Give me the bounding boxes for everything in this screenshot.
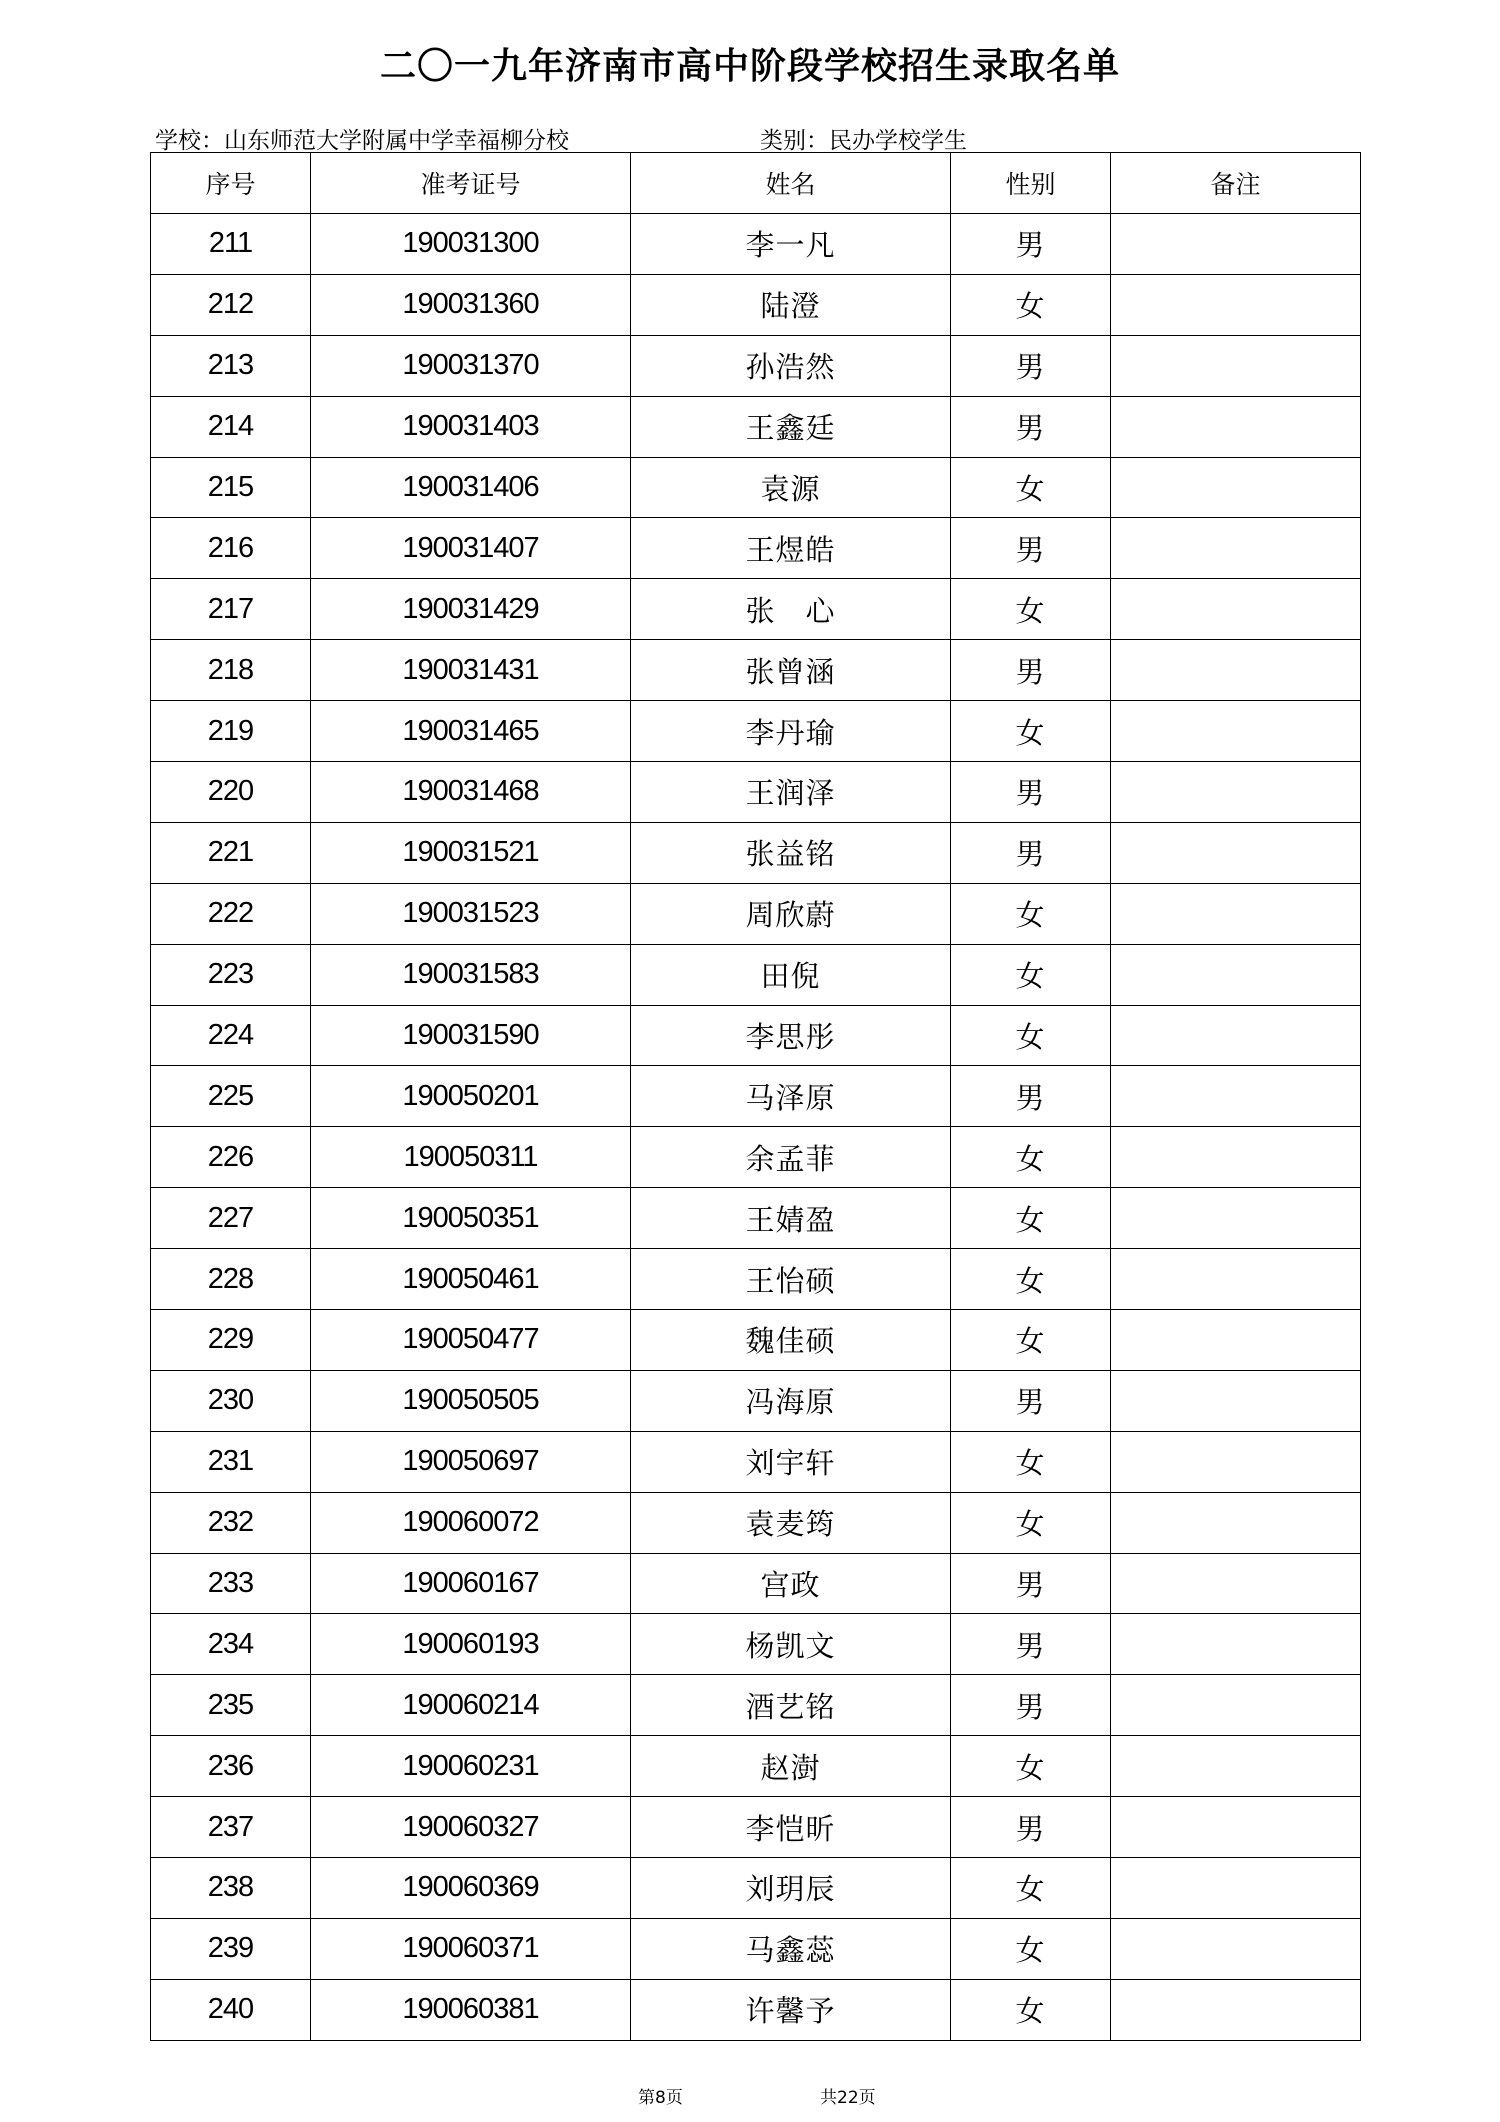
table-row: [151, 1979, 1361, 2040]
cell-index: 221: [151, 822, 311, 883]
cell-name: 马鑫蕊: [631, 1918, 951, 1979]
column-header-notes: 备注: [1111, 153, 1361, 214]
cell-exam-id: 190060371: [311, 1918, 631, 1979]
cell-gender: 女: [951, 457, 1111, 518]
cell-index: 235: [151, 1675, 311, 1736]
table-row: [151, 579, 1361, 640]
cell-gender: 女: [951, 1918, 1111, 1979]
cell-notes: [1111, 762, 1361, 823]
cell-index: 234: [151, 1614, 311, 1675]
cell-gender: 女: [951, 1310, 1111, 1371]
cell-gender: 男: [951, 1797, 1111, 1858]
cell-notes: [1111, 1553, 1361, 1614]
cell-exam-id: 190060167: [311, 1553, 631, 1614]
cell-notes: [1111, 396, 1361, 457]
cell-exam-id: 190031406: [311, 457, 631, 518]
cell-index: 215: [151, 457, 311, 518]
cell-notes: [1111, 579, 1361, 640]
cell-gender: 女: [951, 1127, 1111, 1188]
cell-index: 232: [151, 1492, 311, 1553]
cell-notes: [1111, 214, 1361, 275]
cell-exam-id: 190031360: [311, 274, 631, 335]
table-row: [151, 1249, 1361, 1310]
table-row: [151, 457, 1361, 518]
table-row: [151, 1675, 1361, 1736]
cell-name: 王鑫廷: [631, 396, 951, 457]
cell-exam-id: 190050505: [311, 1370, 631, 1431]
cell-index: 226: [151, 1127, 311, 1188]
cell-name: 马泽原: [631, 1066, 951, 1127]
table-row: [151, 1858, 1361, 1919]
cell-exam-id: 190031403: [311, 396, 631, 457]
cell-exam-id: 190060214: [311, 1675, 631, 1736]
cell-index: 240: [151, 1979, 311, 2040]
cell-index: 228: [151, 1249, 311, 1310]
cell-name: 王婧盈: [631, 1188, 951, 1249]
cell-gender: 女: [951, 274, 1111, 335]
cell-exam-id: 190060327: [311, 1797, 631, 1858]
cell-index: 233: [151, 1553, 311, 1614]
cell-gender: 男: [951, 640, 1111, 701]
cell-notes: [1111, 701, 1361, 762]
cell-gender: 女: [951, 883, 1111, 944]
cell-gender: 男: [951, 762, 1111, 823]
cell-index: 220: [151, 762, 311, 823]
cell-index: 216: [151, 518, 311, 579]
cell-notes: [1111, 1370, 1361, 1431]
cell-notes: [1111, 1979, 1361, 2040]
cell-notes: [1111, 1431, 1361, 1492]
cell-gender: 女: [951, 944, 1111, 1005]
cell-exam-id: 190031370: [311, 335, 631, 396]
cell-gender: 女: [951, 1005, 1111, 1066]
cell-exam-id: 190031465: [311, 701, 631, 762]
cell-gender: 女: [951, 1249, 1111, 1310]
cell-notes: [1111, 274, 1361, 335]
cell-name: 刘宇轩: [631, 1431, 951, 1492]
cell-index: 236: [151, 1736, 311, 1797]
cell-notes: [1111, 335, 1361, 396]
cell-name: 张益铭: [631, 822, 951, 883]
admission-table: [150, 152, 1361, 2041]
table-row: [151, 1127, 1361, 1188]
table-row: [151, 1310, 1361, 1371]
table-row: [151, 1736, 1361, 1797]
cell-notes: [1111, 1310, 1361, 1371]
cell-gender: 女: [951, 1431, 1111, 1492]
cell-exam-id: 190031468: [311, 762, 631, 823]
cell-index: 237: [151, 1797, 311, 1858]
table-row: [151, 1614, 1361, 1675]
table-row: [151, 274, 1361, 335]
cell-exam-id: 190060381: [311, 1979, 631, 2040]
cell-name: 张曾涵: [631, 640, 951, 701]
cell-name: 刘玥辰: [631, 1858, 951, 1919]
cell-exam-id: 190031521: [311, 822, 631, 883]
cell-index: 229: [151, 1310, 311, 1371]
cell-index: 231: [151, 1431, 311, 1492]
cell-exam-id: 190031590: [311, 1005, 631, 1066]
table-row: [151, 883, 1361, 944]
table-row: [151, 762, 1361, 823]
cell-name: 田倪: [631, 944, 951, 1005]
cell-exam-id: 190031583: [311, 944, 631, 1005]
table-row: [151, 1918, 1361, 1979]
school-label: 学校：山东师范大学附属中学幸福柳分校: [155, 128, 569, 154]
cell-gender: 男: [951, 1066, 1111, 1127]
cell-name: 冯海原: [631, 1370, 951, 1431]
cell-exam-id: 190060231: [311, 1736, 631, 1797]
table-row: [151, 944, 1361, 1005]
cell-index: 222: [151, 883, 311, 944]
table-row: [151, 518, 1361, 579]
cell-name: 袁麦筠: [631, 1492, 951, 1553]
cell-gender: 女: [951, 1188, 1111, 1249]
table-row: [151, 396, 1361, 457]
cell-name: 李恺昕: [631, 1797, 951, 1858]
cell-exam-id: 190050697: [311, 1431, 631, 1492]
cell-index: 230: [151, 1370, 311, 1431]
table-row: [151, 1431, 1361, 1492]
table-row: [151, 1492, 1361, 1553]
cell-index: 239: [151, 1918, 311, 1979]
cell-gender: 男: [951, 335, 1111, 396]
cell-index: 218: [151, 640, 311, 701]
table-row: [151, 1188, 1361, 1249]
cell-gender: 女: [951, 579, 1111, 640]
cell-notes: [1111, 1797, 1361, 1858]
table-row: [151, 701, 1361, 762]
table-row: [151, 1370, 1361, 1431]
cell-name: 周欣蔚: [631, 883, 951, 944]
table-row: [151, 1005, 1361, 1066]
cell-exam-id: 190050461: [311, 1249, 631, 1310]
cell-gender: 男: [951, 1675, 1111, 1736]
cell-gender: 男: [951, 1614, 1111, 1675]
cell-name: 宫政: [631, 1553, 951, 1614]
table-row: [151, 1797, 1361, 1858]
cell-notes: [1111, 1188, 1361, 1249]
column-header-exam-id: 准考证号: [311, 153, 631, 214]
cell-notes: [1111, 1127, 1361, 1188]
total-pages: 共22页: [820, 2088, 876, 2108]
cell-exam-id: 190050311: [311, 1127, 631, 1188]
cell-exam-id: 190031407: [311, 518, 631, 579]
cell-gender: 男: [951, 518, 1111, 579]
cell-index: 224: [151, 1005, 311, 1066]
cell-notes: [1111, 883, 1361, 944]
table-row: [151, 1553, 1361, 1614]
cell-name: 李一凡: [631, 214, 951, 275]
cell-name: 李丹瑜: [631, 701, 951, 762]
cell-name: 袁源: [631, 457, 951, 518]
cell-name: 陆澄: [631, 274, 951, 335]
cell-exam-id: 190060072: [311, 1492, 631, 1553]
cell-name: 赵澍: [631, 1736, 951, 1797]
cell-notes: [1111, 1066, 1361, 1127]
table-row: [151, 335, 1361, 396]
cell-name: 酒艺铭: [631, 1675, 951, 1736]
cell-exam-id: 190031431: [311, 640, 631, 701]
cell-index: 212: [151, 274, 311, 335]
cell-exam-id: 190050351: [311, 1188, 631, 1249]
cell-index: 223: [151, 944, 311, 1005]
table-row: [151, 822, 1361, 883]
cell-index: 238: [151, 1858, 311, 1919]
cell-exam-id: 190031429: [311, 579, 631, 640]
cell-name: 王怡硕: [631, 1249, 951, 1310]
cell-name: 许馨予: [631, 1979, 951, 2040]
table-row: [151, 214, 1361, 275]
cell-name: 孙浩然: [631, 335, 951, 396]
cell-name: 李思彤: [631, 1005, 951, 1066]
cell-exam-id: 190031523: [311, 883, 631, 944]
cell-gender: 女: [951, 701, 1111, 762]
cell-name: 余孟菲: [631, 1127, 951, 1188]
cell-index: 219: [151, 701, 311, 762]
cell-notes: [1111, 1736, 1361, 1797]
page-title: 二〇一九年济南市高中阶段学校招生录取名单: [379, 46, 1120, 87]
cell-gender: 男: [951, 822, 1111, 883]
cell-notes: [1111, 1249, 1361, 1310]
cell-index: 211: [151, 214, 311, 275]
cell-notes: [1111, 944, 1361, 1005]
table-header-row: [151, 153, 1361, 214]
column-header-name: 姓名: [631, 153, 951, 214]
cell-index: 227: [151, 1188, 311, 1249]
cell-gender: 男: [951, 1553, 1111, 1614]
cell-gender: 女: [951, 1979, 1111, 2040]
cell-notes: [1111, 1858, 1361, 1919]
cell-index: 217: [151, 579, 311, 640]
cell-gender: 男: [951, 214, 1111, 275]
cell-exam-id: 190050477: [311, 1310, 631, 1371]
cell-index: 225: [151, 1066, 311, 1127]
page-number: 第8页: [638, 2088, 683, 2108]
cell-exam-id: 190050201: [311, 1066, 631, 1127]
cell-index: 214: [151, 396, 311, 457]
cell-name: 张 心: [631, 579, 951, 640]
table-row: [151, 640, 1361, 701]
column-header-gender: 性别: [951, 153, 1111, 214]
cell-notes: [1111, 822, 1361, 883]
table-row: [151, 1066, 1361, 1127]
cell-name: 王煜皓: [631, 518, 951, 579]
cell-notes: [1111, 1614, 1361, 1675]
column-header-index: 序号: [151, 153, 311, 214]
cell-index: 213: [151, 335, 311, 396]
cell-notes: [1111, 640, 1361, 701]
cell-exam-id: 190060369: [311, 1858, 631, 1919]
cell-notes: [1111, 1492, 1361, 1553]
cell-notes: [1111, 518, 1361, 579]
cell-name: 杨凯文: [631, 1614, 951, 1675]
cell-gender: 女: [951, 1736, 1111, 1797]
cell-name: 魏佳硕: [631, 1310, 951, 1371]
cell-gender: 女: [951, 1492, 1111, 1553]
cell-notes: [1111, 457, 1361, 518]
cell-exam-id: 190060193: [311, 1614, 631, 1675]
cell-notes: [1111, 1005, 1361, 1066]
cell-name: 王润泽: [631, 762, 951, 823]
cell-gender: 男: [951, 1370, 1111, 1431]
cell-notes: [1111, 1675, 1361, 1736]
cell-notes: [1111, 1918, 1361, 1979]
cell-exam-id: 190031300: [311, 214, 631, 275]
cell-gender: 男: [951, 396, 1111, 457]
cell-gender: 女: [951, 1858, 1111, 1919]
category-label: 类别：民办学校学生: [760, 128, 967, 154]
